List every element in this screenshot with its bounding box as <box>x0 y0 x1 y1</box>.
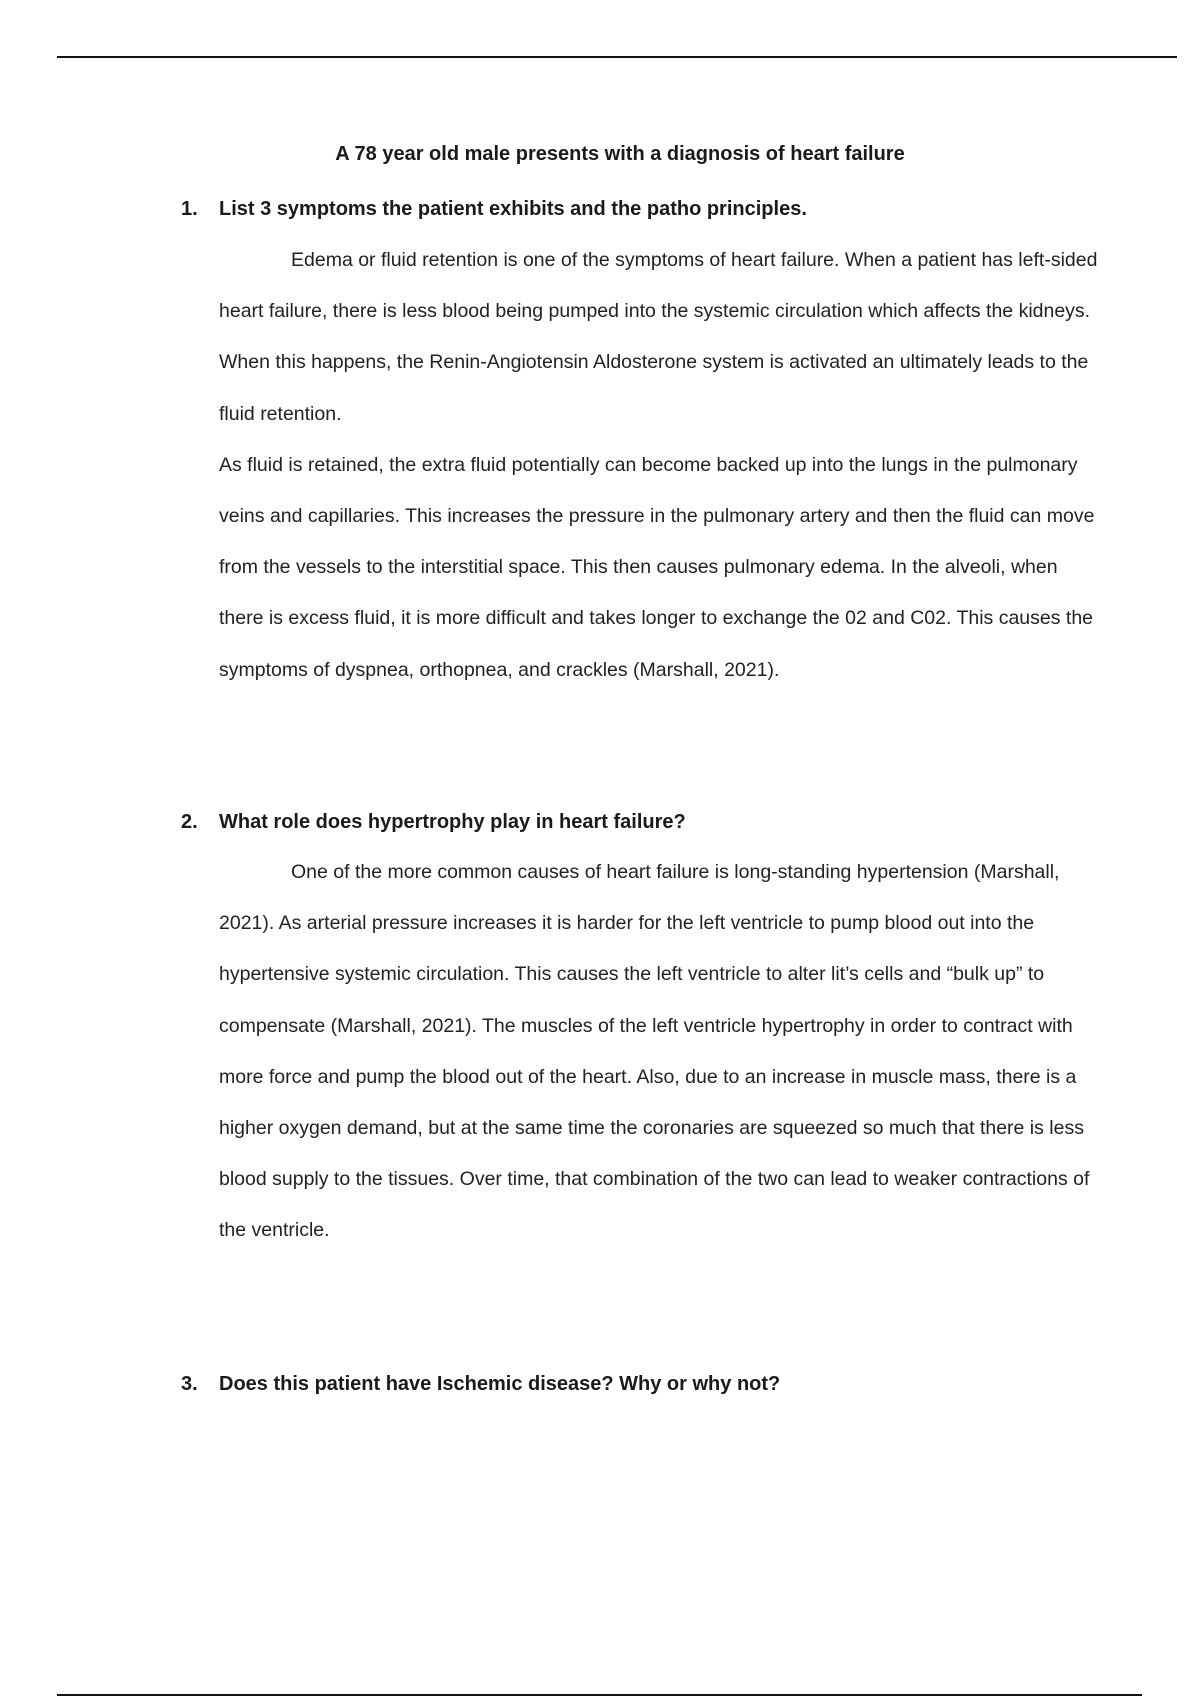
answer-1 <box>219 235 1099 696</box>
question-2-number: 2. <box>181 811 198 833</box>
answer-1-paragraph-1: Edema or fluid retention is one of the symptoms of heart failure. When a patient has left-sided heart failure, there is less blood being pumped into the systemic circulation which affects the kidneys. When this happens, the Renin-Angiotensin Aldosterone system is activated an ultimately leads to the fluid retention. <box>219 249 1098 425</box>
answer-2 <box>219 847 1099 1257</box>
question-1-text: List 3 symptoms the patient exhibits and the patho principles. <box>219 198 807 220</box>
document-title: A 78 year old male presents with a diagnosis of heart failure <box>335 143 905 165</box>
answer-1-paragraph-2: As fluid is retained, the extra fluid potentially can become backed up into the lungs in the pulmonary veins and capillaries. This increases the pressure in the pulmonary artery and then the fluid can move from the vessels to the interstitial space. This then causes pulmonary edema. In the alveoli, when there is excess fluid, it is more difficult and takes longer to exchange the 02 and C02. This causes the symptoms of dyspnea, orthopnea, and crackles (Marshall, 2021). <box>219 453 1095 681</box>
question-3-text: Does this patient have Ischemic disease? Why or why not? <box>219 1373 781 1395</box>
question-3-number: 3. <box>181 1373 198 1395</box>
question-1-number: 1. <box>181 198 198 220</box>
question-1 <box>181 195 807 223</box>
question-2 <box>181 808 686 836</box>
question-2-text: What role does hypertrophy play in heart failure? <box>219 811 686 833</box>
question-3 <box>181 1370 780 1398</box>
answer-2-paragraph-1: One of the more common causes of heart failure is long-standing hypertension (Marshall, 2021). As arterial pressure increases it is harder for the left ventricle to pump blood out into the hypertensive systemic circulation. This causes the left ventricle to alter lit’s cells and “bulk up” to compensate (Marshall, 2021). The muscles of the left ventricle hypertrophy in order to contract with more force and pump the blood out of the heart. Also, due to an increase in muscle mass, there is a higher oxygen demand, but at the same time the coronaries are squeezed so much that there is less blood supply to the tissues. Over time, that combination of the two can lead to weaker contractions of the ventricle. <box>219 861 1090 1242</box>
footer-divider <box>57 1694 1142 1696</box>
header-divider <box>57 56 1177 58</box>
